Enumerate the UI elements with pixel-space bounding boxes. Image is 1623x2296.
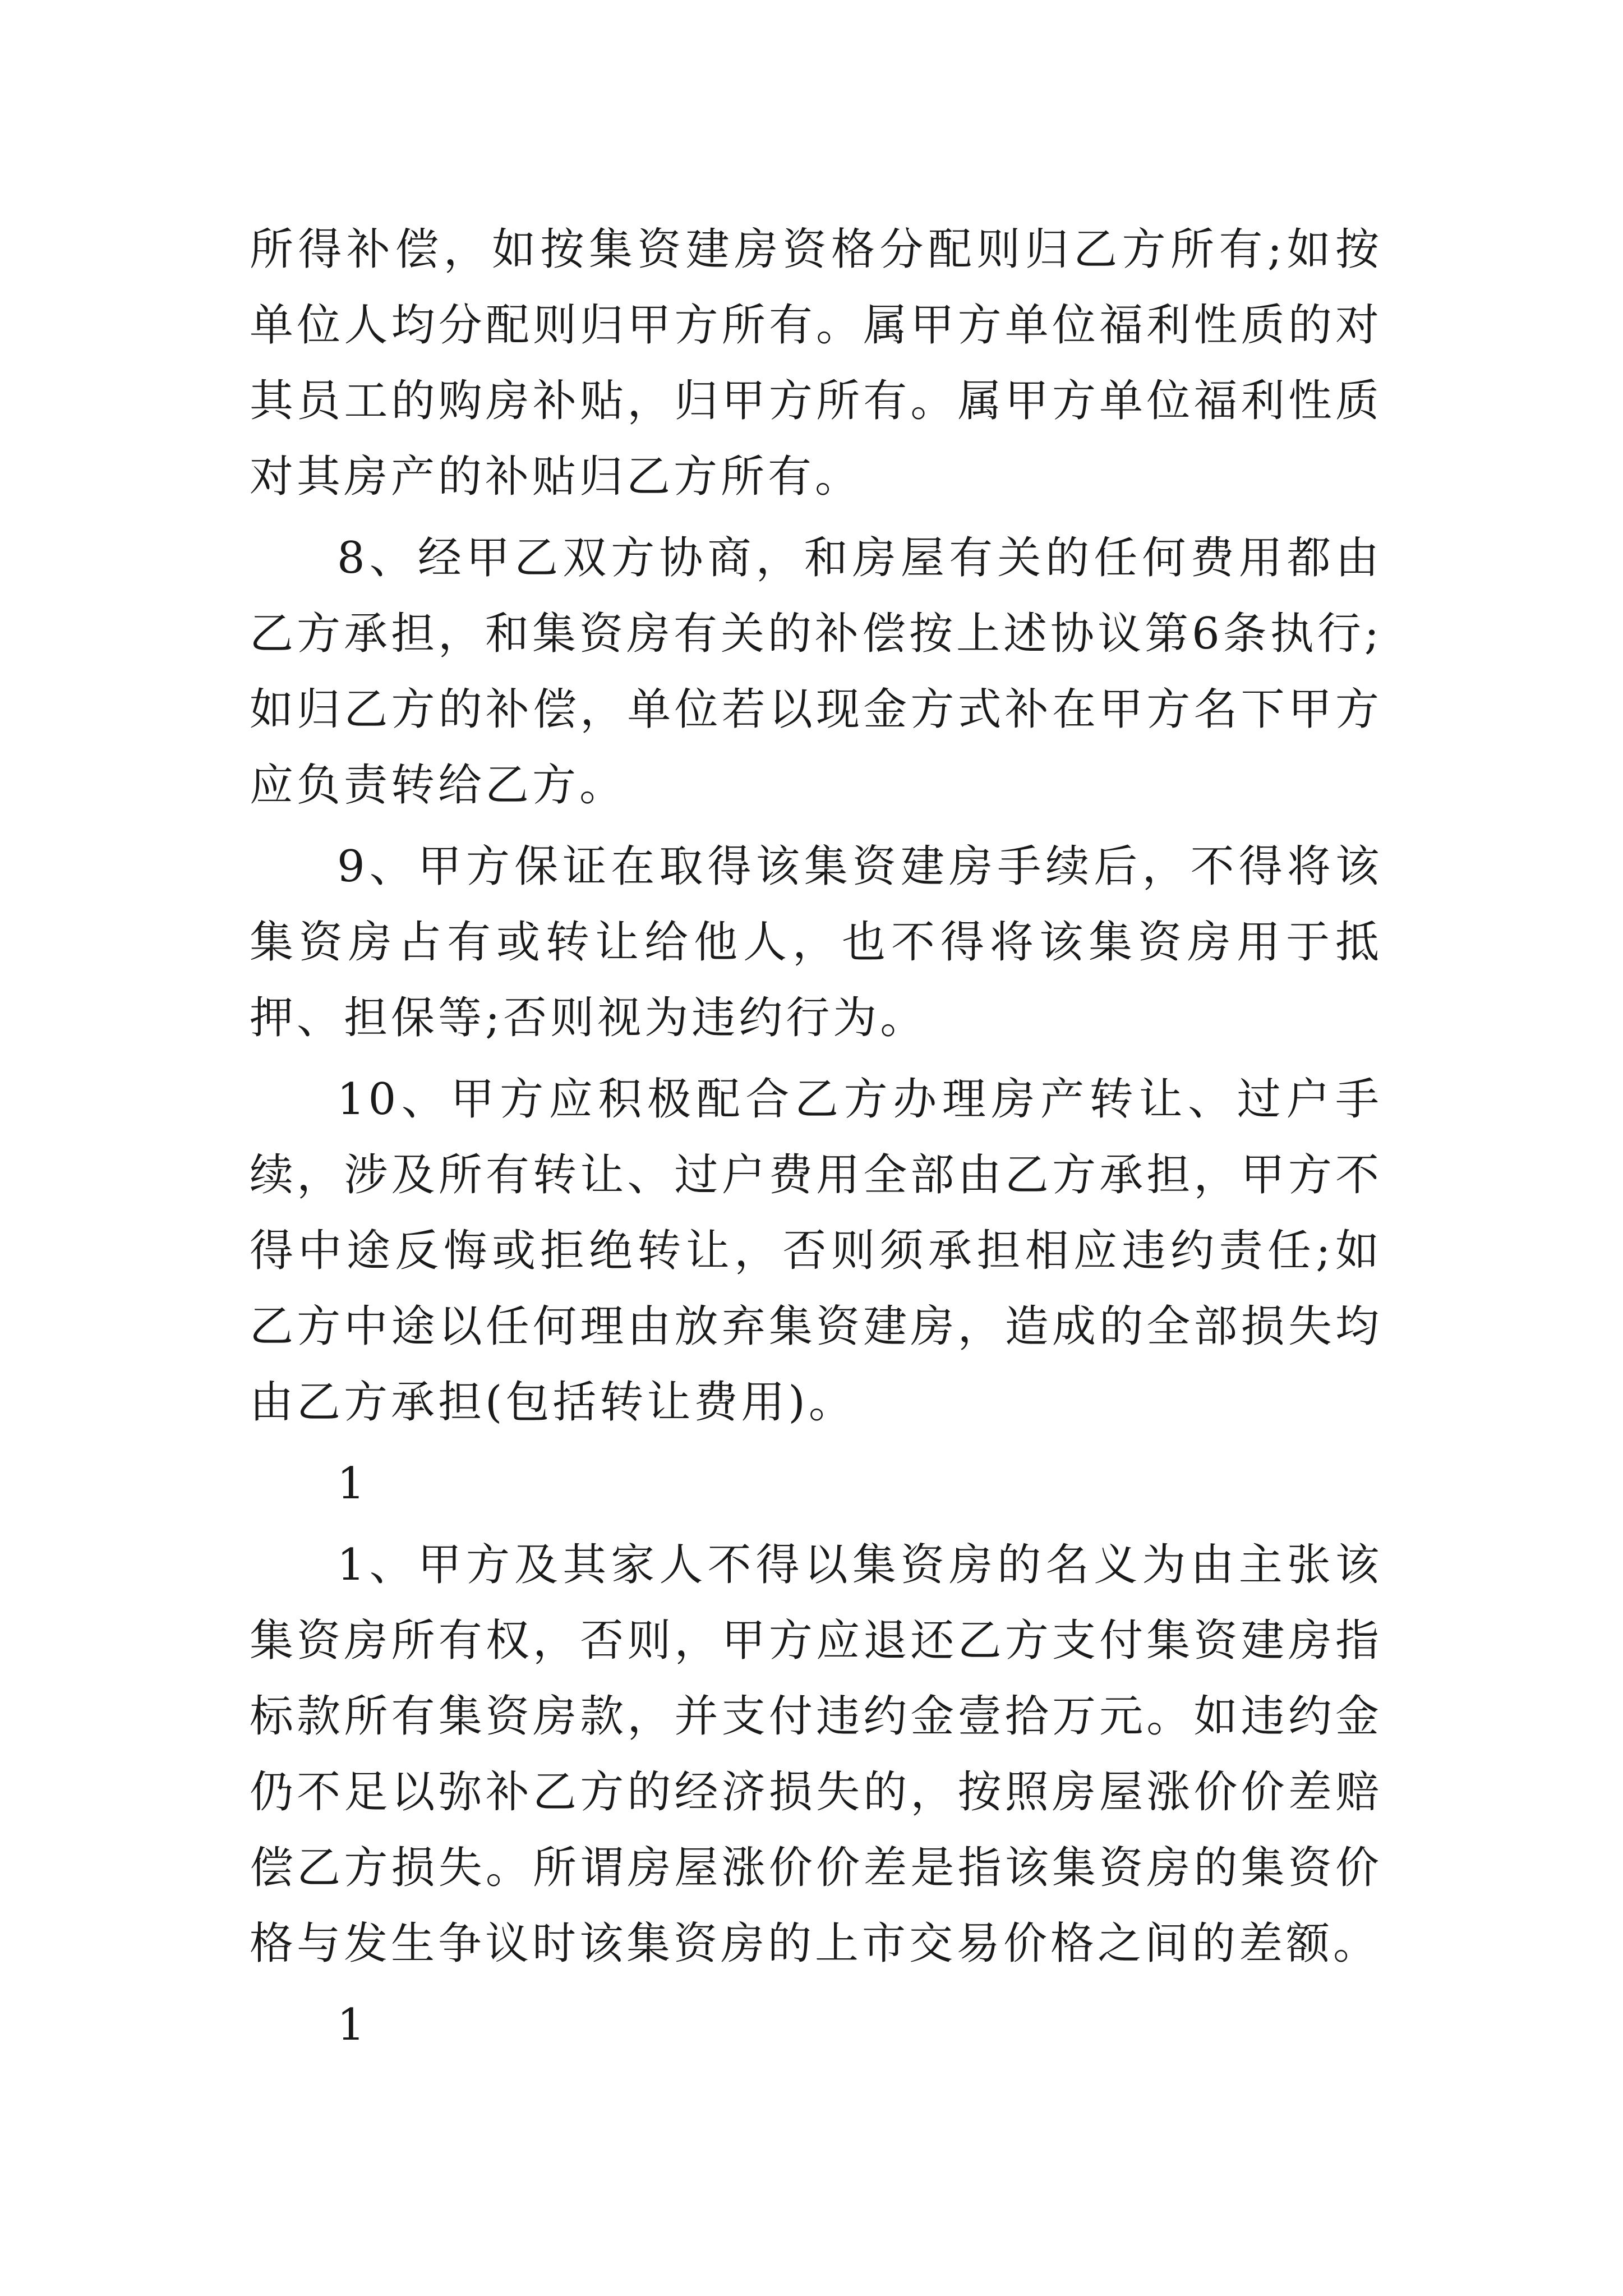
paragraph-clause-9: 9、甲方保证在取得该集资建房手续后，不得将该集资房占有或转让给他人，也不得将该集资房用于抵押、担保等;否则视为违约行为。 <box>250 841 1382 1043</box>
paragraph-clause-8: 8、经甲乙双方协商，和房屋有关的任何费用都由乙方承担，和集资房有关的补偿按上述协议第6条执行;如归乙方的补偿，单位若以现金方式补在甲方名下甲方应负责转给乙方。 <box>250 533 1382 811</box>
paragraph-clause-10: 10、甲方应积极配合乙方办理房产转让、过户手续，涉及所有转让、过户费用全部由乙方承担，甲方不得中途反悔或拒绝转让，否则须承担相应违约责任;如乙方中途以任何理由放弃集资建房，造成的全部损失均由乙方承担(包括转让费用)。 <box>250 1074 1382 1428</box>
paragraph-compensation-continued: 所得补偿，如按集资建房资格分配则归乙方所有;如按单位人均分配则归甲方所有。属甲方单位福利性质的对其员工的购房补贴，归甲方所有。属甲方单位福利性质对其房产的补贴归乙方所有。 <box>250 224 1382 502</box>
clause-number-fragment-2: 1 <box>337 2000 368 2050</box>
paragraph-clause-11: 1、甲方及其家人不得以集资房的名义为由主张该集资房所有权，否则，甲方应退还乙方支付集资建房指标款所有集资房款，并支付违约金壹拾万元。如违约金仍不足以弥补乙方的经济损失的，按照房屋涨价价差赔偿乙方损失。所谓房屋涨价价差是指该集资房的集资价格与发生争议时该集资房的上市交易价格之间的差额。 <box>250 1540 1382 1969</box>
document-body <box>250 212 1382 2069</box>
clause-number-fragment: 1 <box>337 1458 368 1509</box>
